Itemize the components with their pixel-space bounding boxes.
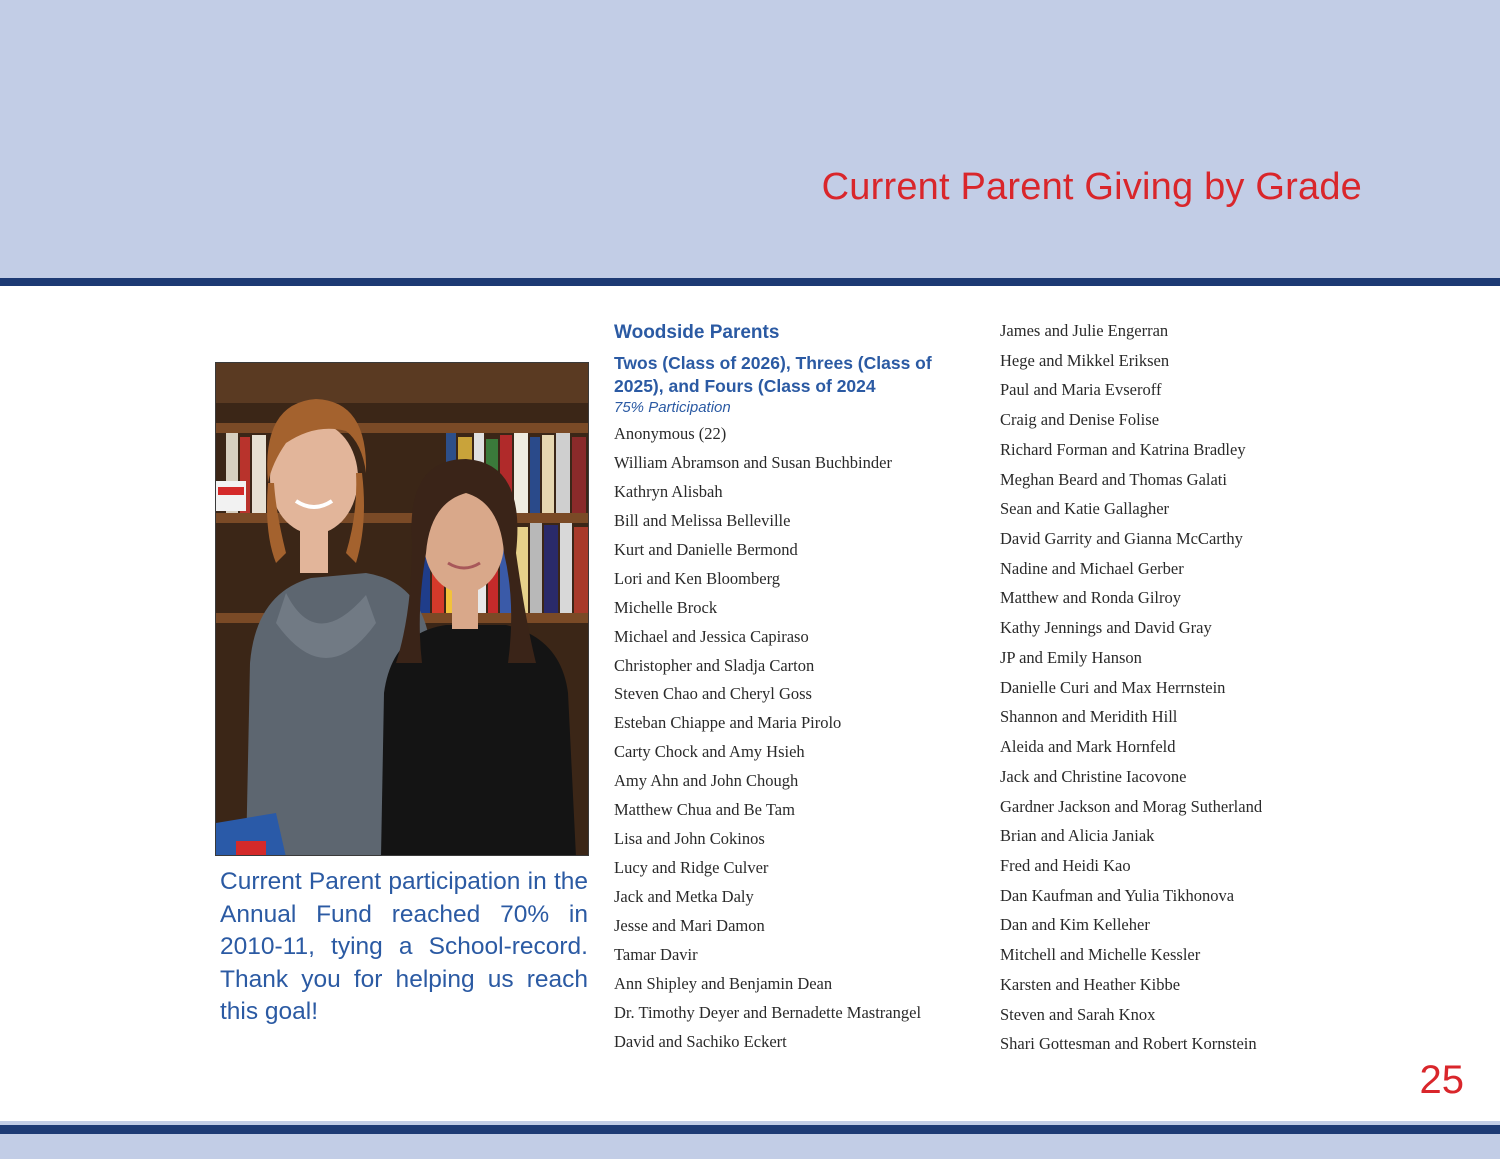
donor-name: Hege and Mikkel Eriksen (1000, 350, 1170, 370)
header-band (0, 0, 1500, 278)
donor-name: Tamar Davir (614, 944, 698, 964)
donor-name: Karsten and Heather Kibbe (1000, 974, 1181, 994)
donor-name: Jesse and Mari Damon (614, 915, 765, 935)
donor-name: Jack and Christine Iacovone (1000, 766, 1187, 786)
donor-column-right (1000, 316, 1300, 1059)
donor-name: Christopher and Sladja Carton (614, 655, 815, 675)
donor-name: Dan and Kim Kelleher (1000, 915, 1150, 935)
donor-name: Jack and Metka Daly (614, 887, 754, 906)
footer-band (0, 1134, 1500, 1159)
donor-name: Nadine and Michael Gerber (1000, 558, 1184, 578)
donor-name: Ann Shipley and Benjamin Dean (614, 973, 833, 993)
donor-name: James and Julie Engerran (1000, 321, 1169, 340)
header-rule (0, 278, 1500, 286)
donor-name: Aleida and Mark Hornfeld (1000, 737, 1176, 757)
donor-name: Shari Gottesman and Robert Kornstein (1000, 1034, 1257, 1054)
donor-name: Kathryn Alisbah (614, 481, 723, 501)
donor-name: David Garrity and Gianna McCarthy (1000, 529, 1243, 549)
donor-name: Michelle Brock (614, 597, 718, 617)
page-number: 25 (1419, 1058, 1464, 1102)
footer-rule (0, 1125, 1500, 1134)
donor-name: Dan Kaufman and Yulia Tikhonova (1000, 885, 1235, 905)
donor-name: Paul and Maria Evseroff (1000, 380, 1162, 400)
donor-name: Craig and Denise Folise (1000, 410, 1160, 430)
donor-list-left (614, 420, 964, 1057)
donor-name: Fred and Heidi Kao (1000, 855, 1131, 875)
donor-name: Esteban Chiappe and Maria Pirolo (614, 713, 842, 733)
page-title: Current Parent Giving by Grade (821, 166, 1362, 208)
donor-name: Meghan Beard and Thomas Galati (1000, 469, 1227, 489)
donor-name: Shannon and Meridith Hill (1000, 707, 1178, 727)
donor-name: Steven and Sarah Knox (1000, 1004, 1156, 1024)
donor-list-right (1000, 316, 1300, 1059)
donor-name: Dr. Timothy Deyer and Bernadette Mastrangel (614, 1002, 922, 1022)
donor-name: Lucy and Ridge Culver (614, 858, 769, 878)
donor-name: Lori and Ken Bloomberg (614, 568, 781, 588)
donor-name: Kurt and Danielle Bermond (614, 539, 798, 559)
donor-name: Kathy Jennings and David Gray (1000, 618, 1212, 638)
donor-name: Mitchell and Michelle Kessler (1000, 945, 1201, 965)
donor-name: Bill and Melissa Belleville (614, 510, 791, 530)
donor-name: Richard Forman and Katrina Bradley (1000, 439, 1246, 459)
donor-name: Carty Chock and Amy Hsieh (614, 742, 805, 762)
donor-name: Gardner Jackson and Morag Sutherland (1000, 796, 1263, 816)
donor-name: Matthew and Ronda Gilroy (1000, 588, 1182, 608)
donor-name: Steven Chao and Cheryl Goss (614, 684, 812, 704)
donor-name: Brian and Alicia Janiak (1000, 826, 1155, 846)
donor-name: Anonymous (22) (614, 424, 727, 443)
participation-rate: 75% Participation (614, 399, 731, 416)
parents-photo (215, 362, 589, 856)
donor-name: Lisa and John Cokinos (614, 829, 765, 849)
donor-name: William Abramson and Susan Buchbinder (614, 452, 892, 472)
grade-heading: Twos (Class of 2026), Threes (Class of 2025), and Fours (Class of 2024 (614, 353, 932, 396)
donor-name: Matthew Chua and Be Tam (614, 800, 795, 820)
donor-name: Michael and Jessica Capiraso (614, 626, 809, 646)
donor-column-left (614, 320, 964, 1057)
donor-name: Amy Ahn and John Chough (614, 771, 799, 791)
donor-name: JP and Emily Hanson (1000, 647, 1142, 667)
group-title: Woodside Parents (614, 322, 780, 343)
participation-caption: Current Parent participation in the Annual Fund reached 70% in 2010-11, tying a School-record. Thank you for helping us reach this goal! (220, 868, 588, 1025)
donor-name: David and Sachiko Eckert (614, 1031, 787, 1051)
donor-name: Danielle Curi and Max Herrnstein (1000, 677, 1226, 697)
donor-name: Sean and Katie Gallagher (1000, 499, 1170, 519)
